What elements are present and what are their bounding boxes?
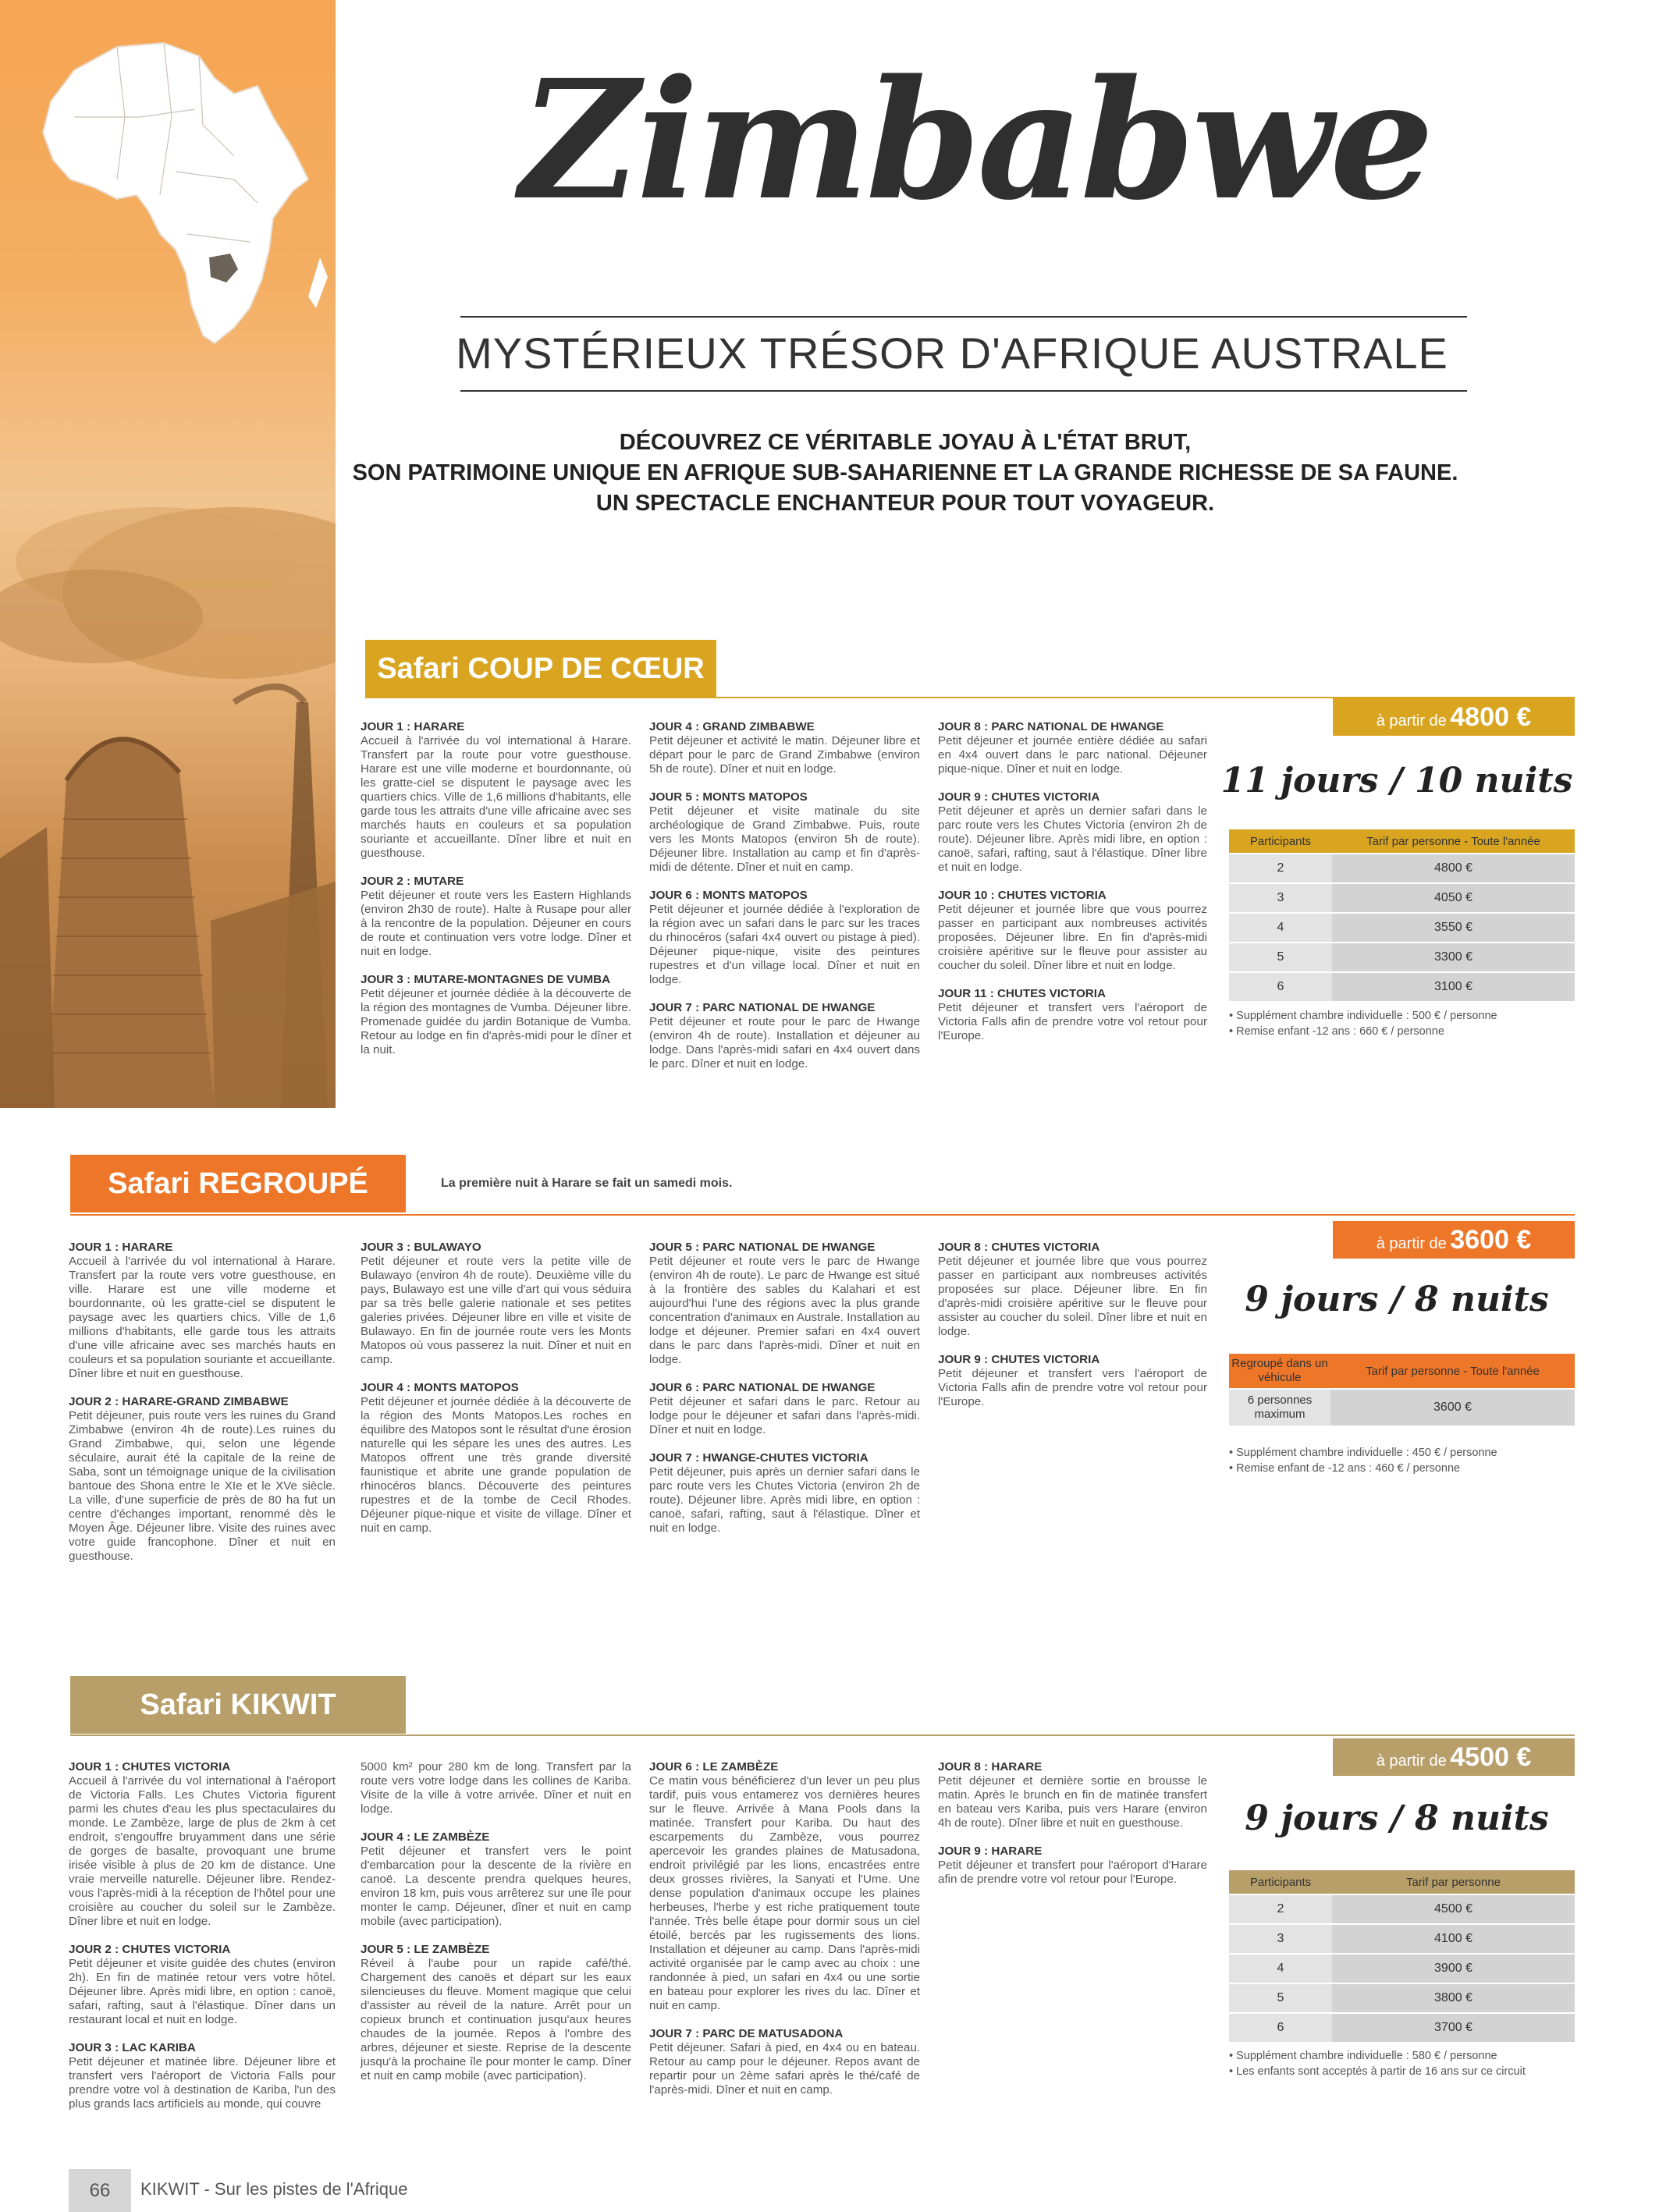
day-entry <box>938 1760 1207 1830</box>
day-heading: JOUR 1 : HARARE <box>361 720 465 733</box>
day-heading: JOUR 4 : GRAND ZIMBABWE <box>649 720 815 733</box>
day-text: 5000 km² pour 280 km de long. Transfert par la route vers votre lodge dans les collines de Kariba. Visite de la ville à votre arrivée. Dîner et nuit en lodge. <box>361 1760 631 1816</box>
day-entry <box>361 1241 631 1367</box>
page-number: 66 <box>69 2169 131 2212</box>
table-cell: 5 <box>1229 943 1332 972</box>
note-line: • Remise enfant -12 ans : 660 € / personne <box>1229 1025 1444 1038</box>
price-notes <box>1229 1008 1575 1039</box>
day-text: Petit déjeuner et journée entière dédiée au safari en 4x4 ouvert dans le parc national. Déjeuner pique-nique. Dîner et nuit en lodge. <box>938 734 1207 776</box>
table-header: Tarif par personne - Toute l'année <box>1366 834 1540 848</box>
day-heading: JOUR 5 : PARC NATIONAL DE HWANGE <box>649 1241 876 1254</box>
intro-line: SON PATRIMOINE UNIQUE EN AFRIQUE SUB-SAHARIENNE ET LA GRANDE RICHESSE DE SA FAUNE. <box>352 460 1458 485</box>
day-heading: JOUR 8 : CHUTES VICTORIA <box>938 1241 1100 1254</box>
itinerary-column <box>69 1760 336 2125</box>
itinerary-column <box>361 1760 631 2097</box>
day-text: Petit déjeuner et transfert pour l'aéroport d'Harare afin de prendre votre vol retour pour l'Europe. <box>938 1859 1207 1886</box>
day-text: Petit déjeuner. Safari à pied, en 4x4 ou en bateau. Retour au camp pour le déjeuner. Repos avant de repartir pour un 2ème safari après le thé/café de l'après-midi. Dîner et nuit en camp. <box>649 2041 920 2097</box>
day-entry <box>938 987 1207 1043</box>
day-entry <box>69 1943 336 2027</box>
table-header: Regroupé dans un véhicule <box>1231 1357 1328 1384</box>
table-cell: 3300 € <box>1332 943 1575 972</box>
day-text: Petit déjeuner et matinée libre. Déjeuner libre et transfert vers l'aéroport de Victoria Falls pour prendre votre vol à destination de Kariba, l'un des plus grands lacs artificiels au monde, qui couvre <box>69 2055 336 2111</box>
itinerary-column <box>361 1241 631 1550</box>
itinerary-column <box>649 1241 920 1550</box>
day-text: Petit déjeuner, puis après un dernier safari dans le parc route vers les Chutes Victoria (environ 2h de route). Déjeuner libre. Après midi libre, en option : canoë, safari, rafting, saut à l'élastique. Dîner et nuit en lodge. <box>649 1465 920 1535</box>
day-heading: JOUR 11 : CHUTES VICTORIA <box>938 987 1106 1000</box>
day-entry <box>361 973 631 1057</box>
table-row <box>1229 1894 1575 1924</box>
day-entry <box>69 2041 336 2111</box>
table-row <box>1229 854 1575 883</box>
left-photo-column <box>0 0 336 1108</box>
price-notes <box>1229 2048 1575 2079</box>
intro-line: UN SPECTACLE ENCHANTEUR POUR TOUT VOYAGEUR. <box>595 491 1215 516</box>
day-text: Petit déjeuner et transfert vers le point d'embarcation pour la descente de la rivière en canoë. La descente prendra quelques heures, environ 18 km, puis vous arrêterez sur une île pour monter le camp. Déjeuner, dîner et nuit en camp mobile (avec participation). <box>361 1845 631 1928</box>
day-entry <box>69 1395 336 1564</box>
price-amount: 4500 € <box>1450 1742 1532 1772</box>
table-cell: 3 <box>1229 883 1332 913</box>
day-heading: JOUR 6 : LE ZAMBÈZE <box>649 1760 779 1774</box>
note-line: • Supplément chambre individuelle : 450 € / personne <box>1229 1447 1497 1459</box>
table-cell: 3 <box>1229 1924 1332 1954</box>
itinerary-column <box>938 1241 1207 1423</box>
day-heading: JOUR 5 : MONTS MATOPOS <box>649 790 808 804</box>
price-amount: 4800 € <box>1450 702 1532 732</box>
day-heading: JOUR 9 : CHUTES VICTORIA <box>938 790 1100 804</box>
intro-text <box>336 428 1475 519</box>
page-subtitle: MYSTÉRIEUX TRÉSOR D'AFRIQUE AUSTRALE <box>456 328 1448 378</box>
day-entry <box>649 1001 920 1071</box>
price-badge <box>1333 698 1575 736</box>
table-header: Participants <box>1249 834 1312 848</box>
day-text: Petit déjeuner et journée dédiée à la découverte de la région des Monts Matopos.Les roches en équilibre des Matopos sont le résultat d'une érosion naturelle qui les sépare les unes des autres. Les Matopos offrent une très grande diversité faunistique et abrite une grande population de rhinocéros blancs. Découverte des peintures rupestres et de la tombe de Cecil Rhodes. Déjeuner pique-nique et visite de village. Dîner et nuit en camp. <box>361 1395 631 1535</box>
price-prefix: à partir de <box>1376 1235 1447 1252</box>
table-cell: 4050 € <box>1332 883 1575 913</box>
day-text: Accueil à l'arrivée du vol international à Harare. Transfert par la route pour votre guesthouse. Harare est une ville moderne et bourdonnante, où les gratte-ciel se disputent le paysage avec les quartiers chics. Ville de 1,6 millions d'habitants, elle garde tous les attraits d'une ville africaine avec ses marchés hauts en couleurs et sa population souriante et accueillante. Dîner libre et nuit en guesthouse. <box>361 734 631 860</box>
intro-line: DÉCOUVREZ CE VÉRITABLE JOYAU À L'ÉTAT BRUT, <box>619 430 1192 455</box>
day-entry <box>938 889 1207 973</box>
day-text: Petit déjeuner et route vers le parc de Hwange (environ 4h de route). Le parc de Hwange est situé à la frontière des sables du Kalahari et est aujourd'hui l'une des régions avec la plus grande concentration d'animaux en Australe. Installation au lodge et déjeuner. Premier safari en 4x4 ouvert dans le parc dans l'après-midi. Dîner et nuit en lodge. <box>649 1255 920 1366</box>
day-text: Petit déjeuner et journée libre que vous pourrez passer en participant aux nombreuses activités proposées. Déjeuner libre. En fin d'après-midi croisière apéritive sur le fleuve pour assister au coucher du soleil. Dîner libre et nuit en lodge. <box>938 903 1207 972</box>
day-heading: JOUR 2 : HARARE-GRAND ZIMBABWE <box>69 1395 289 1408</box>
day-entry <box>69 1760 336 1929</box>
table-row <box>1229 883 1575 913</box>
day-text: Petit déjeuner et visite matinale du site archéologique de Grand Zimbabwe. Puis, route vers les Monts Matopos (environ 5h de route). Déjeuner libre. Installation au camp et fin d'après-midi de détente. Dîner et nuit en camp. <box>649 804 920 874</box>
day-heading: JOUR 3 : LAC KARIBA <box>69 2041 196 2054</box>
title-divider-bottom <box>460 390 1467 392</box>
table-header: Participants <box>1249 1875 1312 1889</box>
day-heading: JOUR 4 : MONTS MATOPOS <box>361 1381 519 1394</box>
tariff-table <box>1229 1354 1575 1426</box>
day-text: Petit déjeuner et visite guidée des chutes (environ 2h). En fin de matinée retour vers votre hôtel. Déjeuner libre. Après midi libre, en option : canoë, safari, rafting, saut à l'élastique. Dîner dans un restaurant local et nuit en lodge. <box>69 1957 336 2026</box>
day-text: Petit déjeuner et transfert vers l'aéroport de Victoria Falls afin de prendre votre vol retour pour l'Europe. <box>938 1001 1207 1042</box>
note-line: • Remise enfant de -12 ans : 460 € / personne <box>1229 1462 1461 1475</box>
table-cell: 4 <box>1229 913 1332 943</box>
table-header: Tarif par personne - Toute l'année <box>1366 1364 1540 1378</box>
table-cell: 2 <box>1229 854 1332 883</box>
itinerary-column <box>938 720 1207 1057</box>
table-cell: 6 <box>1229 972 1332 1001</box>
day-text: Petit déjeuner et transfert vers l'aéroport de Victoria Falls afin de prendre votre vol retour pour l'Europe. <box>938 1367 1207 1408</box>
day-heading: JOUR 4 : LE ZAMBÈZE <box>361 1830 490 1844</box>
day-entry <box>938 1353 1207 1409</box>
day-entry <box>69 1241 336 1381</box>
day-text: Petit déjeuner et journée dédiée à l'exploration de la région avec un safari dans le parc sur les traces du rhinocéros (safari 4x4 ouvert ou pistage à pied). Déjeuner pique-nique, visite des peintures rupestres et d'un village local. Dîner et nuit en lodge. <box>649 903 920 986</box>
table-row <box>1229 972 1575 1001</box>
africa-map-illustration <box>0 0 336 1108</box>
itinerary-column <box>361 720 631 1071</box>
day-entry <box>361 1381 631 1536</box>
day-entry <box>361 1943 631 2083</box>
section-banner-coup-de-coeur: Safari COUP DE CŒUR <box>365 640 716 698</box>
table-cell: 5 <box>1229 1983 1332 2013</box>
table-row <box>1229 1924 1575 1954</box>
day-entry <box>938 1845 1207 1887</box>
day-entry <box>649 2027 920 2097</box>
day-entry <box>361 1830 631 1929</box>
note-line: • Supplément chambre individuelle : 500 € / personne <box>1229 1010 1497 1022</box>
day-entry <box>649 1241 920 1367</box>
table-header: Tarif par personne <box>1406 1875 1501 1889</box>
day-text: Ce matin vous bénéficierez d'un lever un peu plus tardif, puis vous entamerez vos dernières heures sur le fleuve. Arrivée à Mana Pools dans la matinée. Transfert pour Kariba. Du haut des escarpements du Zambèze, vous pourrez apercevoir les grandes plaines de Matusadona, endroit privilégié par les lions, encastrées entre deux grosses rivières, la Sanyati et l'Ume. Une dense population d'animaux occupe les plaines herbeuses, l'herbe y est riche pratiquement toute l'année. Très belle étape pour dormir sous un ciel étoilé, bercés par les rugissements des lions. Installation et déjeuner au camp. Dans l'après-midi activité organisée par le camp avec au choix : une randonnée à pied, un safari en 4x4 ou une sortie en bateau pour explorer les rives du lac. Dîner et nuit en camp. <box>649 1774 920 2012</box>
day-heading: JOUR 1 : HARARE <box>69 1241 173 1254</box>
trip-duration: 9 jours / 8 nuits <box>1245 1280 1549 1319</box>
day-entry <box>649 1381 920 1437</box>
table-row <box>1229 1389 1575 1426</box>
trip-duration: 9 jours / 8 nuits <box>1245 1798 1549 1838</box>
day-text: Réveil à l'aube pour un rapide café/thé. Chargement des canoës et départ sur les eaux silencieuses du fleuve. Moment magique que celui d'assister au réveil de la nature. Arrêt pour un copieux brunch et continuation jusqu'aux heures chaudes de la journée. Repos à l'ombre des arbres, déjeuner et sieste. Reprise de la descente jusqu'à la prochaine île pour monter le camp. Dîner et nuit en camp mobile (avec participation). <box>361 1957 631 2082</box>
itinerary-column <box>649 720 920 1085</box>
table-cell: 4 <box>1229 1954 1332 1983</box>
day-entry <box>938 1241 1207 1339</box>
day-text: Petit déjeuner et route vers la petite ville de Bulawayo (environ 4h de route). Deuxième ville du pays, Bulawayo est une ville d'art qui vous séduira par sa très belle galerie nationale et ses petites galeries privées. Déjeuner libre en ville et visite de Bulawayo. En fin de journée route vers les Monts Matopos où vous passerez la nuit. Dîner et nuit en camp. <box>361 1255 631 1366</box>
day-heading: JOUR 6 : MONTS MATOPOS <box>649 889 808 902</box>
day-entry <box>649 1760 920 2013</box>
section-rule <box>70 1214 1575 1216</box>
price-amount: 3600 € <box>1450 1225 1532 1255</box>
day-entry <box>361 1760 631 1816</box>
table-cell: 4100 € <box>1332 1924 1575 1954</box>
table-cell: 3100 € <box>1332 972 1575 1001</box>
day-text: Accueil à l'arrivée du vol international à Harare. Transfert par la route vers votre guesthouse, en ville. Harare est une ville moderne et bourdonnante, où les gratte-ciel se disputent le paysage avec les quartiers chics. Ville de 1,6 millions d'habitants, elle garde tous les attraits d'une ville africaine avec ses marchés hauts en couleurs et sa population souriante et accueillante. Dîner libre et nuit en guesthouse. <box>69 1255 336 1380</box>
day-text: Petit déjeuner et route pour le parc de Hwange (environ 4h de route). Installation et déjeuner au lodge. Dans l'après-midi safari en 4x4 ouvert dans le parc. Dîner et nuit en lodge. <box>649 1015 920 1070</box>
table-row <box>1229 2013 1575 2042</box>
trip-duration: 11 jours / 10 nuits <box>1220 761 1573 801</box>
day-heading: JOUR 7 : HWANGE-CHUTES VICTORIA <box>649 1451 869 1465</box>
table-cell: 4800 € <box>1332 854 1575 883</box>
day-heading: JOUR 3 : MUTARE-MONTAGNES DE VUMBA <box>361 973 611 986</box>
title-divider-top <box>460 316 1467 318</box>
table-cell: 3550 € <box>1332 913 1575 943</box>
table-cell: 2 <box>1229 1894 1332 1924</box>
table-row <box>1229 943 1575 972</box>
day-heading: JOUR 8 : HARARE <box>938 1760 1043 1774</box>
day-entry <box>938 720 1207 776</box>
day-text: Petit déjeuner et dernière sortie en brousse le matin. Après le brunch en fin de matinée transfert en bateau vers Kariba, puis vers Harare (environ 4h de route). Dîner libre et nuit en guesthouse. <box>938 1774 1207 1830</box>
day-heading: JOUR 2 : CHUTES VICTORIA <box>69 1943 231 1956</box>
section-rule <box>70 1734 1575 1736</box>
day-entry <box>649 720 920 776</box>
day-entry <box>361 875 631 959</box>
footer-text: KIKWIT - Sur les pistes de l'Afrique <box>140 2179 408 2199</box>
day-heading: JOUR 9 : CHUTES VICTORIA <box>938 1353 1100 1366</box>
day-heading: JOUR 3 : BULAWAYO <box>361 1241 481 1254</box>
itinerary-column <box>69 1241 336 1578</box>
day-entry <box>938 790 1207 875</box>
note-line: • Les enfants sont acceptés à partir de 16 ans sur ce circuit <box>1229 2065 1526 2078</box>
day-text: Petit déjeuner et après un dernier safari dans le parc route vers les Chutes Victoria (environ 2h de route). Déjeuner libre. Après midi libre, en option : canoë, safari, rafting, saut à l'élastique. Dîner libre et nuit en lodge. <box>938 804 1207 874</box>
section-banner-regroupe: Safari REGROUPÉ <box>70 1155 406 1213</box>
table-cell: 3600 € <box>1330 1389 1575 1426</box>
price-badge <box>1333 1738 1575 1776</box>
day-heading: JOUR 2 : MUTARE <box>361 875 464 888</box>
tariff-table <box>1229 1870 1575 2042</box>
table-row <box>1229 913 1575 943</box>
day-text: Petit déjeuner, puis route vers les ruines du Grand Zimbabwe (environ 4h de route).Les ruines du Grand Zimbabwe, qui, selon une légende séculaire, aurait été la capitale de la reine de Saba, sont un témoignage unique de la civilisation bantoue des Shona entre le XIe et le XVe siècle. La ville, d'une superficie de près de 80 ha fut un centre d'échanges important, renommé dès le Moyen Âge. Déjeuner libre. Visite des ruines avec votre guide francophone. Dîner et nuit en guesthouse. <box>69 1409 336 1563</box>
section-banner-kikwit: Safari KIKWIT <box>70 1676 406 1734</box>
price-notes <box>1229 1445 1575 1476</box>
day-entry <box>649 889 920 987</box>
day-entry <box>649 1451 920 1536</box>
tariff-table <box>1229 829 1575 1001</box>
section-note: La première nuit à Harare se fait un samedi mois. <box>441 1177 733 1190</box>
day-text: Petit déjeuner et route vers les Eastern Highlands (environ 2h30 de route). Halte à Rusape pour aller à la rencontre de la population. Déjeuner en cours de route et continuation vers votre lodge. Dîner et nuit en lodge. <box>361 889 631 958</box>
day-entry <box>649 790 920 875</box>
table-cell: 4500 € <box>1332 1894 1575 1924</box>
table-cell: 3800 € <box>1332 1983 1575 2013</box>
table-row <box>1229 1983 1575 2013</box>
day-text: Petit déjeuner et safari dans le parc. Retour au lodge pour le déjeuner et safari dans l'après-midi. Dîner et nuit en lodge. <box>649 1395 920 1436</box>
day-heading: JOUR 9 : HARARE <box>938 1845 1043 1858</box>
day-heading: JOUR 6 : PARC NATIONAL DE HWANGE <box>649 1381 876 1394</box>
table-row <box>1229 1954 1575 1983</box>
day-heading: JOUR 7 : PARC DE MATUSADONA <box>649 2027 844 2040</box>
table-cell: 6 personnes maximum <box>1229 1389 1330 1426</box>
table-cell: 6 <box>1229 2013 1332 2042</box>
table-cell: 3900 € <box>1332 1954 1575 1983</box>
note-line: • Supplément chambre individuelle : 580 € / personne <box>1229 2050 1497 2062</box>
price-prefix: à partir de <box>1376 712 1447 730</box>
day-heading: JOUR 5 : LE ZAMBÈZE <box>361 1943 490 1956</box>
price-badge <box>1333 1221 1575 1259</box>
day-heading: JOUR 1 : CHUTES VICTORIA <box>69 1760 231 1774</box>
day-entry <box>361 720 631 861</box>
day-heading: JOUR 7 : PARC NATIONAL DE HWANGE <box>649 1001 876 1014</box>
day-heading: JOUR 10 : CHUTES VICTORIA <box>938 889 1107 902</box>
table-cell: 3700 € <box>1332 2013 1575 2042</box>
itinerary-column <box>938 1760 1207 1901</box>
day-text: Accueil à l'arrivée du vol international à l'aéroport de Victoria Falls. Les Chutes Victoria figurent parmi les chutes d'eau les plus spectaculaires du monde. Le Zambèze, large de plus de 2km à cet endroit, s'engouffre bruyamment dans une série de gorges de basalte, provoquant une brume irisée visible à plus de 20 km de distance. Une vraie merveille naturelle. Déjeuner libre. Rendez-vous l'après-midi à la réception de l'hôtel pour une croisière au coucher du soleil sur le Zambèze. Dîner libre et nuit en lodge. <box>69 1774 336 1928</box>
itinerary-column <box>649 1760 920 2111</box>
day-text: Petit déjeuner et journée dédiée à la découverte de la région des montagnes de Vumba. Déjeuner libre. Promenade guidée du jardin Botanique de Vumba. Retour au lodge en fin d'après-midi pour le dîner et la nuit. <box>361 987 631 1056</box>
price-prefix: à partir de <box>1376 1752 1447 1770</box>
day-heading: JOUR 8 : PARC NATIONAL DE HWANGE <box>938 720 1164 733</box>
day-text: Petit déjeuner et activité le matin. Déjeuner libre et départ pour le parc de Grand Zimbabwe (environ 5h de route). Dîner et nuit en lodge. <box>649 734 920 776</box>
day-text: Petit déjeuner et journée libre que vous pourrez passer en participant aux nombreuses activités proposées sur place. Déjeuner libre. En fin d'après-midi croisière apéritive sur le fleuve pour assister au coucher du soleil. Dîner libre et nuit en lodge. <box>938 1255 1207 1338</box>
page-title: Zimbabwe <box>520 44 1431 236</box>
